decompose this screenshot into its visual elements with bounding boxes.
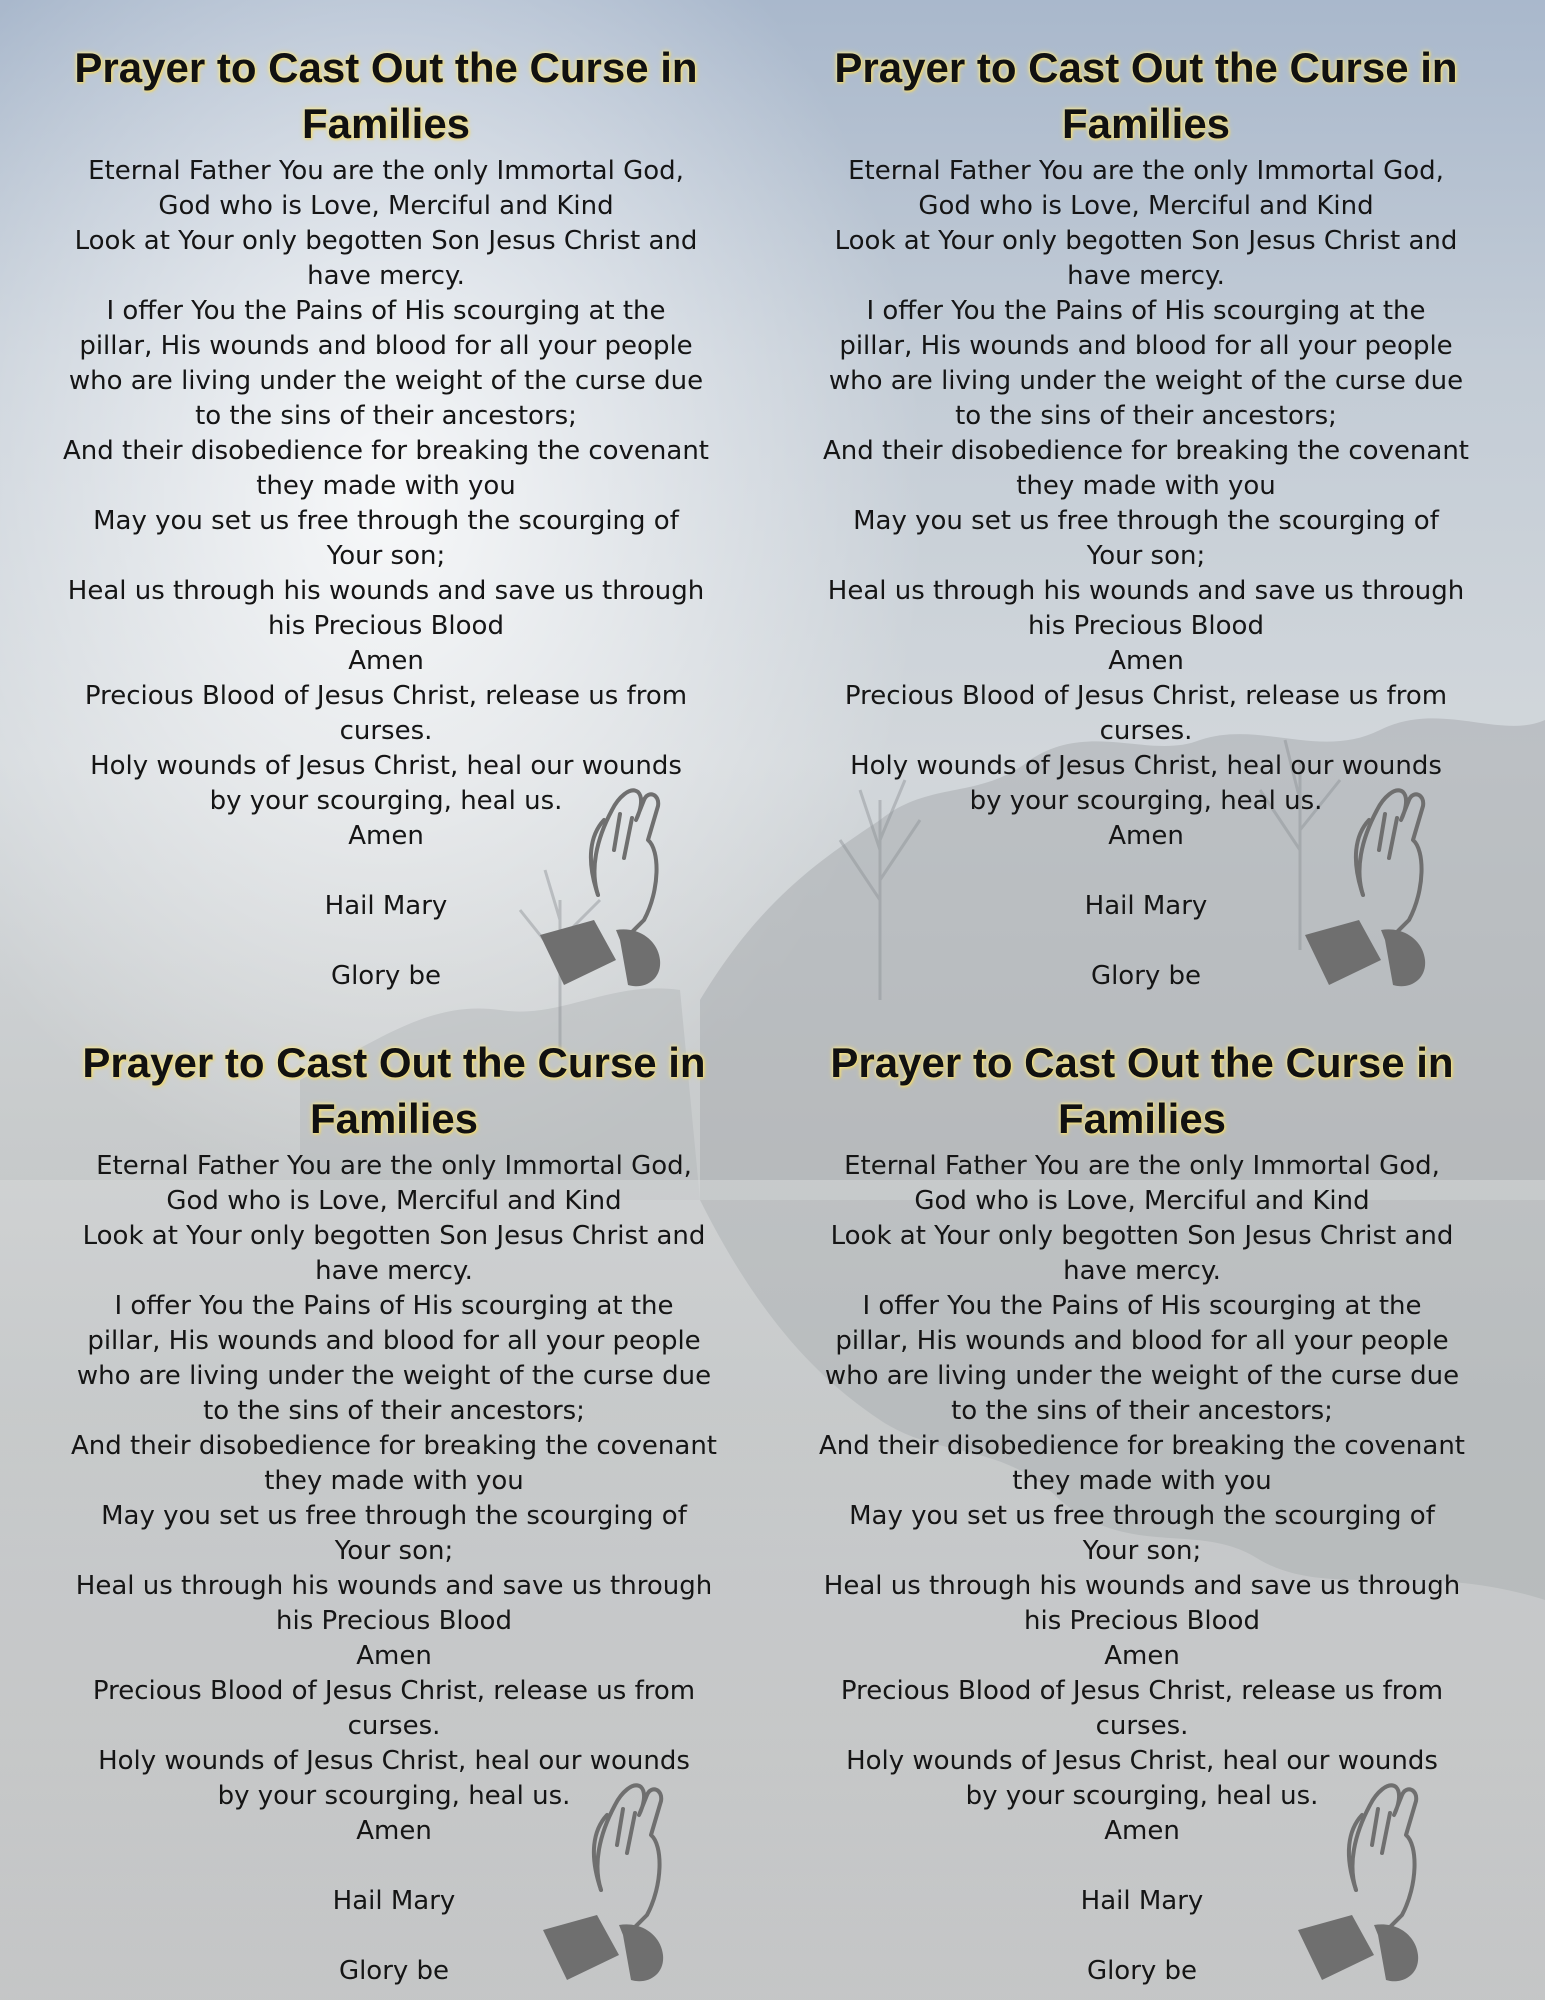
prayer-line: to the sins of their ancestors; (203, 1396, 585, 1426)
prayer-line: I offer You the Pains of His scourging at the (866, 296, 1426, 326)
prayer-line: who are living under the weight of the curse due (76, 1361, 712, 1391)
prayer-line: Look at Your only begotten Son Jesus Christ and (834, 226, 1458, 256)
prayer-line: Holy wounds of Jesus Christ, heal our wounds (850, 751, 1442, 781)
prayer-title: Prayer to Cast Out the Curse in Families (82, 1039, 706, 1142)
prayer-line: And their disobedience for breaking the covenant (62, 436, 709, 466)
prayer-line: Glory be (338, 1956, 450, 1986)
prayer-line: curses. (339, 716, 433, 746)
prayer-line: Amen (1108, 646, 1184, 676)
prayer-line: to the sins of their ancestors; (195, 401, 577, 431)
prayer-line: God who is Love, Merciful and Kind (166, 1186, 622, 1216)
prayer-line: And their disobedience for breaking the covenant (70, 1431, 717, 1461)
prayer-line: Your son; (326, 541, 446, 571)
prayer-line: Heal us through his wounds and save us through (823, 1571, 1461, 1601)
prayer-line: they made with you (1016, 471, 1276, 501)
prayer-line: Precious Blood of Jesus Christ, release us from (84, 681, 688, 711)
praying-hands-icon (1285, 780, 1435, 990)
prayer-line: by your scourging, heal us. (217, 1781, 571, 1811)
prayer-line: his Precious Blood (1024, 1606, 1260, 1636)
prayer-line: they made with you (256, 471, 516, 501)
prayer-line: his Precious Blood (276, 1606, 512, 1636)
prayer-line: Hail Mary (1084, 891, 1208, 921)
praying-hands-icon (520, 780, 670, 990)
prayer-line: Your son; (334, 1536, 454, 1566)
prayer-line: May you set us free through the scourging of (853, 506, 1439, 536)
prayer-line: God who is Love, Merciful and Kind (914, 1186, 1370, 1216)
prayer-line: I offer You the Pains of His scourging at the (106, 296, 666, 326)
prayer-line: Look at Your only begotten Son Jesus Christ and (74, 226, 698, 256)
prayer-line: have mercy. (1063, 1256, 1221, 1286)
prayer-line: pillar, His wounds and blood for all your people (79, 331, 693, 361)
prayer-card-bottom-right (756, 995, 1528, 1990)
prayer-line: have mercy. (315, 1256, 473, 1286)
prayer-line: Amen (348, 646, 424, 676)
prayer-title: Prayer to Cast Out the Curse in Families (74, 44, 698, 147)
prayer-line: Amen (348, 821, 424, 851)
prayer-line: Holy wounds of Jesus Christ, heal our wounds (98, 1746, 690, 1776)
prayer-line: pillar, His wounds and blood for all your people (835, 1326, 1449, 1356)
prayer-line: Glory be (330, 961, 442, 991)
prayer-line: they made with you (264, 1466, 524, 1496)
prayer-line: curses. (347, 1711, 441, 1741)
prayer-line: have mercy. (307, 261, 465, 291)
prayer-line: Your son; (1082, 1536, 1202, 1566)
prayer-line: pillar, His wounds and blood for all your people (87, 1326, 701, 1356)
prayer-line: Holy wounds of Jesus Christ, heal our wounds (846, 1746, 1438, 1776)
prayer-line: curses. (1099, 716, 1193, 746)
prayer-line: who are living under the weight of the curse due (68, 366, 704, 396)
prayer-line: who are living under the weight of the curse due (824, 1361, 1460, 1391)
prayer-card-bottom-left (8, 995, 780, 1990)
prayer-line: his Precious Blood (1028, 611, 1264, 641)
prayer-line: Heal us through his wounds and save us through (827, 576, 1465, 606)
prayer-line: Glory be (1090, 961, 1202, 991)
prayer-line: Amen (1104, 1641, 1180, 1671)
prayer-line: God who is Love, Merciful and Kind (918, 191, 1374, 221)
prayer-line: who are living under the weight of the curse due (828, 366, 1464, 396)
prayer-line: by your scourging, heal us. (965, 1781, 1319, 1811)
prayer-line: And their disobedience for breaking the covenant (822, 436, 1469, 466)
prayer-title: Prayer to Cast Out the Curse in Families (830, 1039, 1454, 1142)
prayer-line: they made with you (1012, 1466, 1272, 1496)
prayer-line: Precious Blood of Jesus Christ, release us from (92, 1676, 696, 1706)
prayer-line: I offer You the Pains of His scourging at the (862, 1291, 1422, 1321)
prayer-line: his Precious Blood (268, 611, 504, 641)
prayer-line: Precious Blood of Jesus Christ, release us from (840, 1676, 1444, 1706)
prayer-line: Hail Mary (332, 1886, 456, 1916)
prayer-line: Eternal Father You are the only Immortal God, (96, 1151, 692, 1181)
prayer-line: Look at Your only begotten Son Jesus Christ and (830, 1221, 1454, 1251)
prayer-line: Amen (356, 1816, 432, 1846)
prayer-line: May you set us free through the scourging of (93, 506, 679, 536)
prayer-line: Eternal Father You are the only Immortal God, (848, 156, 1444, 186)
prayer-line: Glory be (1086, 1956, 1198, 1986)
prayer-line: Eternal Father You are the only Immortal God, (844, 1151, 1440, 1181)
prayer-line: curses. (1095, 1711, 1189, 1741)
prayer-line: Amen (1104, 1816, 1180, 1846)
prayer-card-top-right (760, 0, 1532, 995)
prayer-line: by your scourging, heal us. (969, 786, 1323, 816)
prayer-line: Your son; (1086, 541, 1206, 571)
prayer-card-top-left (0, 0, 772, 995)
prayer-line: Precious Blood of Jesus Christ, release us from (844, 681, 1448, 711)
prayer-line: to the sins of their ancestors; (951, 1396, 1333, 1426)
praying-hands-icon (1278, 1775, 1428, 1985)
prayer-line: have mercy. (1067, 261, 1225, 291)
prayer-line: Heal us through his wounds and save us through (75, 1571, 713, 1601)
prayer-line: Heal us through his wounds and save us through (67, 576, 705, 606)
prayer-line: Hail Mary (1080, 1886, 1204, 1916)
prayer-line: Look at Your only begotten Son Jesus Christ and (82, 1221, 706, 1251)
prayer-line: May you set us free through the scourging of (849, 1501, 1435, 1531)
praying-hands-icon (523, 1775, 673, 1985)
prayer-line: Amen (1108, 821, 1184, 851)
prayer-line: Eternal Father You are the only Immortal God, (88, 156, 684, 186)
prayer-line: pillar, His wounds and blood for all your people (839, 331, 1453, 361)
prayer-line: Amen (356, 1641, 432, 1671)
prayer-line: May you set us free through the scourging of (101, 1501, 687, 1531)
prayer-line: Hail Mary (324, 891, 448, 921)
prayer-line: by your scourging, heal us. (209, 786, 563, 816)
prayer-line: God who is Love, Merciful and Kind (158, 191, 614, 221)
prayer-line: to the sins of their ancestors; (955, 401, 1337, 431)
prayer-line: And their disobedience for breaking the covenant (818, 1431, 1465, 1461)
prayer-title: Prayer to Cast Out the Curse in Families (834, 44, 1458, 147)
prayer-line: Holy wounds of Jesus Christ, heal our wounds (90, 751, 682, 781)
prayer-line: I offer You the Pains of His scourging at the (114, 1291, 674, 1321)
